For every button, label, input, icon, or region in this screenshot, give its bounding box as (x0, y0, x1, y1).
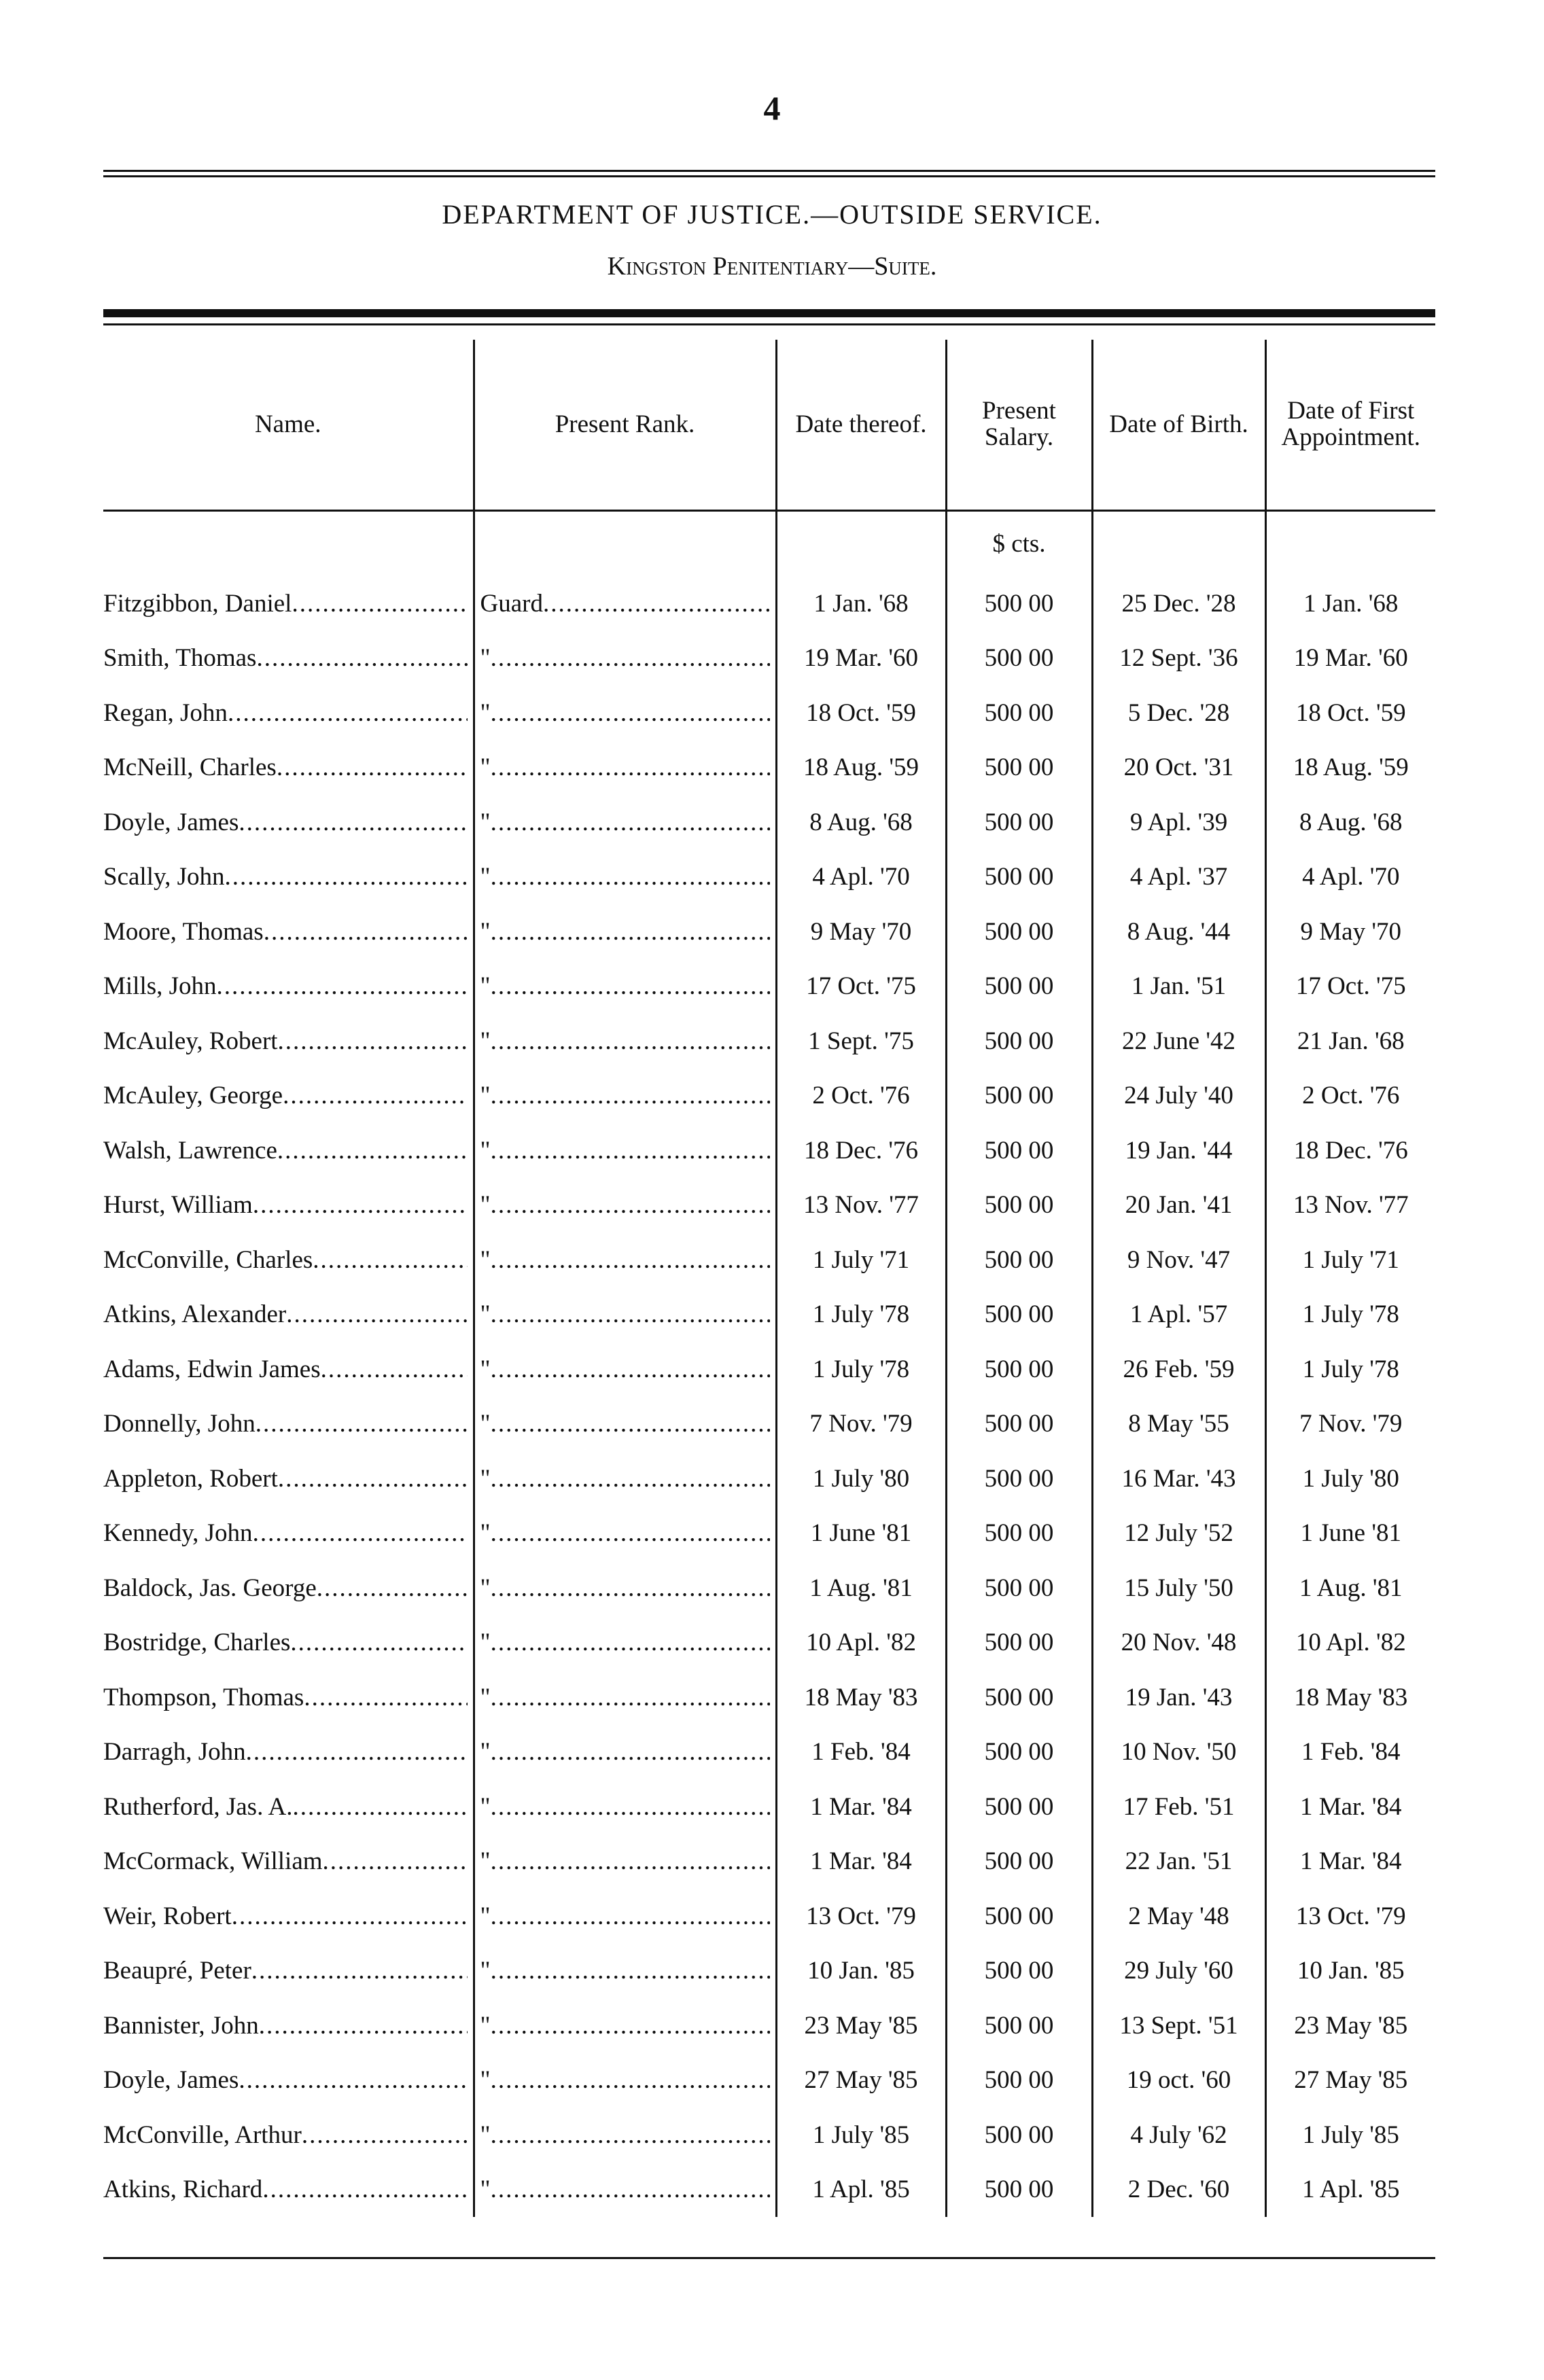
first-appointment-date: 1 Feb. '84 (1265, 1725, 1435, 1780)
dot-leader (290, 1628, 467, 1657)
employee-name: Smith, Thomas (103, 644, 257, 673)
table-row (103, 1779, 1435, 1834)
employee-name: Atkins, Alexander (103, 1300, 287, 1329)
employee-name: Thompson, Thomas (103, 1683, 304, 1711)
employee-name: Scally, John (103, 863, 225, 891)
table-row (103, 1889, 1435, 1944)
birth-date: 12 July '52 (1092, 1506, 1265, 1561)
present-salary: 500 00 (946, 904, 1092, 959)
dot-leader (543, 589, 770, 618)
table-row (103, 576, 1435, 631)
dot-leader (217, 972, 468, 1001)
employee-name: Doyle, James (103, 808, 239, 836)
column-header-birth: Date of Birth. (1092, 340, 1265, 511)
present-salary: 500 00 (946, 1779, 1092, 1834)
dot-leader (239, 2065, 467, 2095)
units-row (103, 511, 1435, 577)
dot-leader (321, 1355, 468, 1384)
dot-leader (491, 2175, 770, 2204)
present-rank: " (480, 917, 491, 946)
table-row (103, 2108, 1435, 2163)
present-rank: " (480, 1191, 491, 1220)
birth-date: 10 Nov. '50 (1092, 1725, 1265, 1780)
table-row (103, 1069, 1435, 1124)
dot-leader (491, 2120, 770, 2150)
rank-date: 1 July '85 (776, 2108, 946, 2163)
dot-leader (323, 1847, 468, 1876)
table-row (103, 2163, 1435, 2218)
birth-date: 2 Dec. '60 (1092, 2163, 1265, 2218)
first-appointment-date: 1 Apl. '85 (1265, 2163, 1435, 2218)
dot-leader (491, 862, 770, 891)
employee-name: Baldock, Jas. George (103, 1574, 317, 1602)
first-appointment-date: 1 Mar. '84 (1265, 1779, 1435, 1834)
dot-leader (317, 1574, 468, 1603)
table-row (103, 1287, 1435, 1343)
first-appointment-date: 1 July '78 (1265, 1342, 1435, 1397)
birth-date: 19 Jan. '43 (1092, 1670, 1265, 1725)
table-row (103, 1561, 1435, 1616)
dot-leader (491, 1574, 770, 1603)
employee-name: McAuley, George (103, 1082, 283, 1110)
employee-name: Donnelly, John (103, 1410, 256, 1438)
dot-leader (232, 1902, 468, 1931)
present-rank: " (480, 2120, 491, 2149)
first-appointment-date: 1 July '85 (1265, 2108, 1435, 2163)
table-row (103, 795, 1435, 850)
birth-date: 20 Jan. '41 (1092, 1178, 1265, 1233)
rank-date: 8 Aug. '68 (776, 795, 946, 850)
first-appointment-date: 18 May '83 (1265, 1670, 1435, 1725)
rank-date: 13 Oct. '79 (776, 1889, 946, 1944)
dot-leader (491, 1136, 770, 1165)
birth-date: 26 Feb. '59 (1092, 1342, 1265, 1397)
first-appointment-date: 10 Jan. '85 (1265, 1944, 1435, 1999)
table-row (103, 1506, 1435, 1561)
column-header-appointment: Date of First Appointment. (1265, 340, 1435, 511)
present-salary: 500 00 (946, 850, 1092, 905)
rank-date: 1 Mar. '84 (776, 1779, 946, 1834)
present-rank: Guard (480, 589, 543, 618)
present-rank: " (480, 2175, 491, 2204)
employee-name: McCormack, William (103, 1847, 323, 1876)
table-row (103, 686, 1435, 741)
present-rank: " (480, 1027, 491, 1055)
present-rank: " (480, 1519, 491, 1548)
table-row (103, 1670, 1435, 1725)
first-appointment-date: 18 Dec. '76 (1265, 1123, 1435, 1178)
present-rank: " (480, 808, 491, 836)
dot-leader (278, 1464, 468, 1493)
dot-leader (491, 1518, 770, 1548)
dot-leader (253, 1190, 468, 1220)
present-salary: 500 00 (946, 1069, 1092, 1124)
birth-date: 19 Jan. '44 (1092, 1123, 1265, 1178)
present-rank: " (480, 1410, 491, 1438)
birth-date: 15 July '50 (1092, 1561, 1265, 1616)
birth-date: 1 Apl. '57 (1092, 1287, 1265, 1343)
first-appointment-date: 10 Apl. '82 (1265, 1616, 1435, 1671)
rank-date: 1 June '81 (776, 1506, 946, 1561)
staff-table (103, 340, 1435, 2217)
table-row (103, 631, 1435, 686)
present-salary: 500 00 (946, 1616, 1092, 1671)
employee-name: Appleton, Robert (103, 1464, 278, 1493)
birth-date: 19 oct. '60 (1092, 2053, 1265, 2108)
dot-leader (491, 1355, 770, 1384)
birth-date: 9 Nov. '47 (1092, 1232, 1265, 1287)
rank-date: 4 Apl. '70 (776, 850, 946, 905)
present-salary: 500 00 (946, 1998, 1092, 2053)
dot-leader (286, 1300, 467, 1329)
rank-date: 9 May '70 (776, 904, 946, 959)
present-salary: 500 00 (946, 1725, 1092, 1780)
rank-date: 1 Feb. '84 (776, 1725, 946, 1780)
employee-name: McNeill, Charles (103, 753, 277, 782)
present-salary: 500 00 (946, 1178, 1092, 1233)
first-appointment-date: 9 May '70 (1265, 904, 1435, 959)
first-appointment-date: 4 Apl. '70 (1265, 850, 1435, 905)
dot-leader (491, 1190, 770, 1220)
dot-leader (491, 2065, 770, 2095)
birth-date: 16 Mar. '43 (1092, 1451, 1265, 1506)
birth-date: 22 June '42 (1092, 1014, 1265, 1069)
dot-leader (491, 1027, 770, 1056)
employee-name: Adams, Edwin James (103, 1355, 321, 1383)
table-row (103, 2053, 1435, 2108)
rank-date: 1 July '78 (776, 1342, 946, 1397)
present-rank: " (480, 972, 491, 1001)
present-salary: 500 00 (946, 741, 1092, 796)
first-appointment-date: 1 Mar. '84 (1265, 1834, 1435, 1889)
employee-name: Rutherford, Jas. A. (103, 1792, 293, 1821)
birth-date: 22 Jan. '51 (1092, 1834, 1265, 1889)
present-rank: " (480, 1902, 491, 1930)
first-appointment-date: 27 May '85 (1265, 2053, 1435, 2108)
table-row (103, 850, 1435, 905)
employee-name: Hurst, William (103, 1191, 253, 1220)
first-appointment-date: 18 Oct. '59 (1265, 686, 1435, 741)
birth-date: 8 Aug. '44 (1092, 904, 1265, 959)
present-rank: " (480, 1300, 491, 1329)
table-row (103, 1944, 1435, 1999)
dot-leader (302, 2120, 468, 2150)
present-salary: 500 00 (946, 576, 1092, 631)
first-appointment-date: 1 July '71 (1265, 1232, 1435, 1287)
birth-date: 5 Dec. '28 (1092, 686, 1265, 741)
dot-leader (278, 1027, 468, 1056)
table-row (103, 904, 1435, 959)
dot-leader (283, 1081, 467, 1110)
table-row (103, 1451, 1435, 1506)
present-rank: " (480, 1136, 491, 1165)
rank-date: 23 May '85 (776, 1998, 946, 2053)
first-appointment-date: 21 Jan. '68 (1265, 1014, 1435, 1069)
dot-leader (491, 972, 770, 1001)
birth-date: 13 Sept. '51 (1092, 1998, 1265, 2053)
page-number: 4 (763, 89, 781, 127)
birth-date: 4 July '62 (1092, 2108, 1265, 2163)
rank-date: 1 Aug. '81 (776, 1561, 946, 1616)
table-row (103, 959, 1435, 1014)
dot-leader (292, 589, 467, 618)
first-appointment-date: 19 Mar. '60 (1265, 631, 1435, 686)
birth-date: 24 July '40 (1092, 1069, 1265, 1124)
present-salary: 500 00 (946, 2108, 1092, 2163)
dot-leader (491, 808, 770, 837)
present-rank: " (480, 1082, 491, 1110)
dot-leader (491, 1956, 770, 1985)
employee-name: Atkins, Richard (103, 2175, 263, 2204)
table-row (103, 741, 1435, 796)
table-row (103, 1123, 1435, 1178)
column-header-date: Date thereof. (776, 340, 946, 511)
employee-name: Doyle, James (103, 2066, 239, 2095)
dot-leader (491, 1737, 770, 1766)
dot-leader (224, 862, 467, 891)
employee-name: Regan, John (103, 698, 228, 727)
present-rank: " (480, 644, 491, 673)
dot-leader (491, 1792, 770, 1822)
present-rank: " (480, 1629, 491, 1657)
table-row (103, 1232, 1435, 1287)
present-salary: 500 00 (946, 1944, 1092, 1999)
present-rank: " (480, 1245, 491, 1274)
first-appointment-date: 13 Nov. '77 (1265, 1178, 1435, 1233)
present-rank: " (480, 1464, 491, 1493)
dot-leader (491, 1081, 770, 1110)
birth-date: 2 May '48 (1092, 1889, 1265, 1944)
present-rank: " (480, 1355, 491, 1383)
employee-name: Walsh, Lawrence (103, 1136, 277, 1165)
table-row (103, 1725, 1435, 1780)
dot-leader (491, 2011, 770, 2040)
first-appointment-date: 18 Aug. '59 (1265, 741, 1435, 796)
present-salary: 500 00 (946, 631, 1092, 686)
rank-date: 18 Dec. '76 (776, 1123, 946, 1178)
present-salary: 500 00 (946, 686, 1092, 741)
top-double-rule-lower (103, 175, 1435, 177)
dot-leader (293, 1792, 468, 1822)
dot-leader (256, 643, 467, 673)
employee-name: Weir, Robert (103, 1902, 232, 1930)
header-thin-rule (103, 323, 1435, 325)
table-row (103, 1998, 1435, 2053)
birth-date: 8 May '55 (1092, 1397, 1265, 1452)
page-subtitle: Kingston Penitentiary—Suite. (607, 252, 937, 281)
dot-leader (262, 2175, 467, 2204)
rank-date: 27 May '85 (776, 2053, 946, 2108)
present-rank: " (480, 753, 491, 782)
dot-leader (491, 1628, 770, 1657)
employee-name: Darragh, John (103, 1738, 246, 1766)
birth-date: 17 Feb. '51 (1092, 1779, 1265, 1834)
top-double-rule-upper (103, 170, 1435, 172)
dot-leader (304, 1683, 467, 1712)
present-salary: 500 00 (946, 1287, 1092, 1343)
dot-leader (491, 1464, 770, 1493)
present-salary: 500 00 (946, 1342, 1092, 1397)
employee-name: McAuley, Robert (103, 1027, 278, 1055)
dot-leader (491, 1409, 770, 1438)
rank-date: 1 Sept. '75 (776, 1014, 946, 1069)
table-row (103, 1397, 1435, 1452)
birth-date: 20 Nov. '48 (1092, 1616, 1265, 1671)
present-rank: " (480, 1738, 491, 1766)
table-row (103, 1342, 1435, 1397)
dot-leader (277, 1136, 468, 1165)
first-appointment-date: 1 June '81 (1265, 1506, 1435, 1561)
present-salary: 500 00 (946, 1014, 1092, 1069)
birth-date: 29 July '60 (1092, 1944, 1265, 1999)
dot-leader (256, 1409, 468, 1438)
first-appointment-date: 23 May '85 (1265, 1998, 1435, 2053)
present-rank: " (480, 1847, 491, 1876)
birth-date: 4 Apl. '37 (1092, 850, 1265, 905)
rank-date: 18 May '83 (776, 1670, 946, 1725)
rank-date: 1 July '80 (776, 1451, 946, 1506)
table-row (103, 1178, 1435, 1233)
first-appointment-date: 7 Nov. '79 (1265, 1397, 1435, 1452)
rank-date: 10 Jan. '85 (776, 1944, 946, 1999)
dot-leader (491, 1245, 770, 1275)
rank-date: 13 Nov. '77 (776, 1178, 946, 1233)
rank-date: 10 Apl. '82 (776, 1616, 946, 1671)
employee-name: Bannister, John (103, 2011, 259, 2040)
column-header-rank: Present Rank. (474, 340, 776, 511)
present-rank: " (480, 2011, 491, 2040)
present-salary: 500 00 (946, 1451, 1092, 1506)
rank-date: 17 Oct. '75 (776, 959, 946, 1014)
dot-leader (246, 1737, 468, 1766)
rank-date: 2 Oct. '76 (776, 1069, 946, 1124)
employee-name: Moore, Thomas (103, 917, 264, 946)
rank-date: 18 Oct. '59 (776, 686, 946, 741)
present-rank: " (480, 1574, 491, 1602)
present-rank: " (480, 1792, 491, 1821)
salary-units: $ cts. (946, 511, 1092, 577)
employee-name: Bostridge, Charles (103, 1629, 291, 1657)
employee-name: McConville, Charles (103, 1245, 313, 1274)
header-thick-rule (103, 309, 1435, 317)
first-appointment-date: 13 Oct. '79 (1265, 1889, 1435, 1944)
employee-name: Mills, John (103, 972, 217, 1001)
dot-leader (491, 643, 770, 673)
column-header-salary: Present Salary. (946, 340, 1092, 511)
rank-date: 1 Apl. '85 (776, 2163, 946, 2218)
dot-leader (313, 1245, 467, 1275)
dot-leader (228, 698, 468, 728)
dot-leader (491, 753, 770, 782)
present-salary: 500 00 (946, 1506, 1092, 1561)
present-salary: 500 00 (946, 1232, 1092, 1287)
employee-name: Beaupré, Peter (103, 1957, 251, 1985)
present-salary: 500 00 (946, 1123, 1092, 1178)
table-row (103, 1834, 1435, 1889)
rank-date: 18 Aug. '59 (776, 741, 946, 796)
dot-leader (251, 1956, 468, 1985)
dot-leader (491, 698, 770, 728)
dot-leader (491, 1683, 770, 1712)
table-row (103, 1014, 1435, 1069)
first-appointment-date: 1 Aug. '81 (1265, 1561, 1435, 1616)
rank-date: 19 Mar. '60 (776, 631, 946, 686)
rank-date: 1 Jan. '68 (776, 576, 946, 631)
birth-date: 9 Apl. '39 (1092, 795, 1265, 850)
present-rank: " (480, 698, 491, 727)
employee-name: Kennedy, John (103, 1519, 253, 1548)
dot-leader (491, 917, 770, 946)
birth-date: 20 Oct. '31 (1092, 741, 1265, 796)
present-salary: 500 00 (946, 795, 1092, 850)
present-salary: 500 00 (946, 1834, 1092, 1889)
dot-leader (491, 1902, 770, 1931)
present-salary: 500 00 (946, 1397, 1092, 1452)
first-appointment-date: 1 July '80 (1265, 1451, 1435, 1506)
dot-leader (491, 1847, 770, 1876)
present-rank: " (480, 863, 491, 891)
present-salary: 500 00 (946, 1670, 1092, 1725)
employee-name: McConville, Arthur (103, 2120, 302, 2149)
first-appointment-date: 1 July '78 (1265, 1287, 1435, 1343)
rank-date: 1 July '78 (776, 1287, 946, 1343)
employee-name: Fitzgibbon, Daniel (103, 589, 292, 618)
page-title: DEPARTMENT OF JUSTICE.—OUTSIDE SERVICE. (442, 199, 1102, 230)
first-appointment-date: 8 Aug. '68 (1265, 795, 1435, 850)
table-row (103, 1616, 1435, 1671)
present-salary: 500 00 (946, 959, 1092, 1014)
column-header-name: Name. (103, 340, 474, 511)
rank-date: 7 Nov. '79 (776, 1397, 946, 1452)
dot-leader (264, 917, 468, 946)
first-appointment-date: 1 Jan. '68 (1265, 576, 1435, 631)
first-appointment-date: 17 Oct. '75 (1265, 959, 1435, 1014)
dot-leader (277, 753, 468, 782)
present-rank: " (480, 2066, 491, 2095)
present-rank: " (480, 1683, 491, 1711)
present-salary: 500 00 (946, 2163, 1092, 2218)
present-salary: 500 00 (946, 1561, 1092, 1616)
present-rank: " (480, 1957, 491, 1985)
birth-date: 1 Jan. '51 (1092, 959, 1265, 1014)
birth-date: 12 Sept. '36 (1092, 631, 1265, 686)
dot-leader (259, 2011, 468, 2040)
dot-leader (239, 808, 467, 837)
first-appointment-date: 2 Oct. '76 (1265, 1069, 1435, 1124)
birth-date: 25 Dec. '28 (1092, 576, 1265, 631)
dot-leader (491, 1300, 770, 1329)
dot-leader (253, 1518, 468, 1548)
present-salary: 500 00 (946, 2053, 1092, 2108)
rank-date: 1 Mar. '84 (776, 1834, 946, 1889)
rank-date: 1 July '71 (776, 1232, 946, 1287)
table-header-row (103, 340, 1435, 511)
present-salary: 500 00 (946, 1889, 1092, 1944)
bottom-rule (103, 2257, 1435, 2259)
